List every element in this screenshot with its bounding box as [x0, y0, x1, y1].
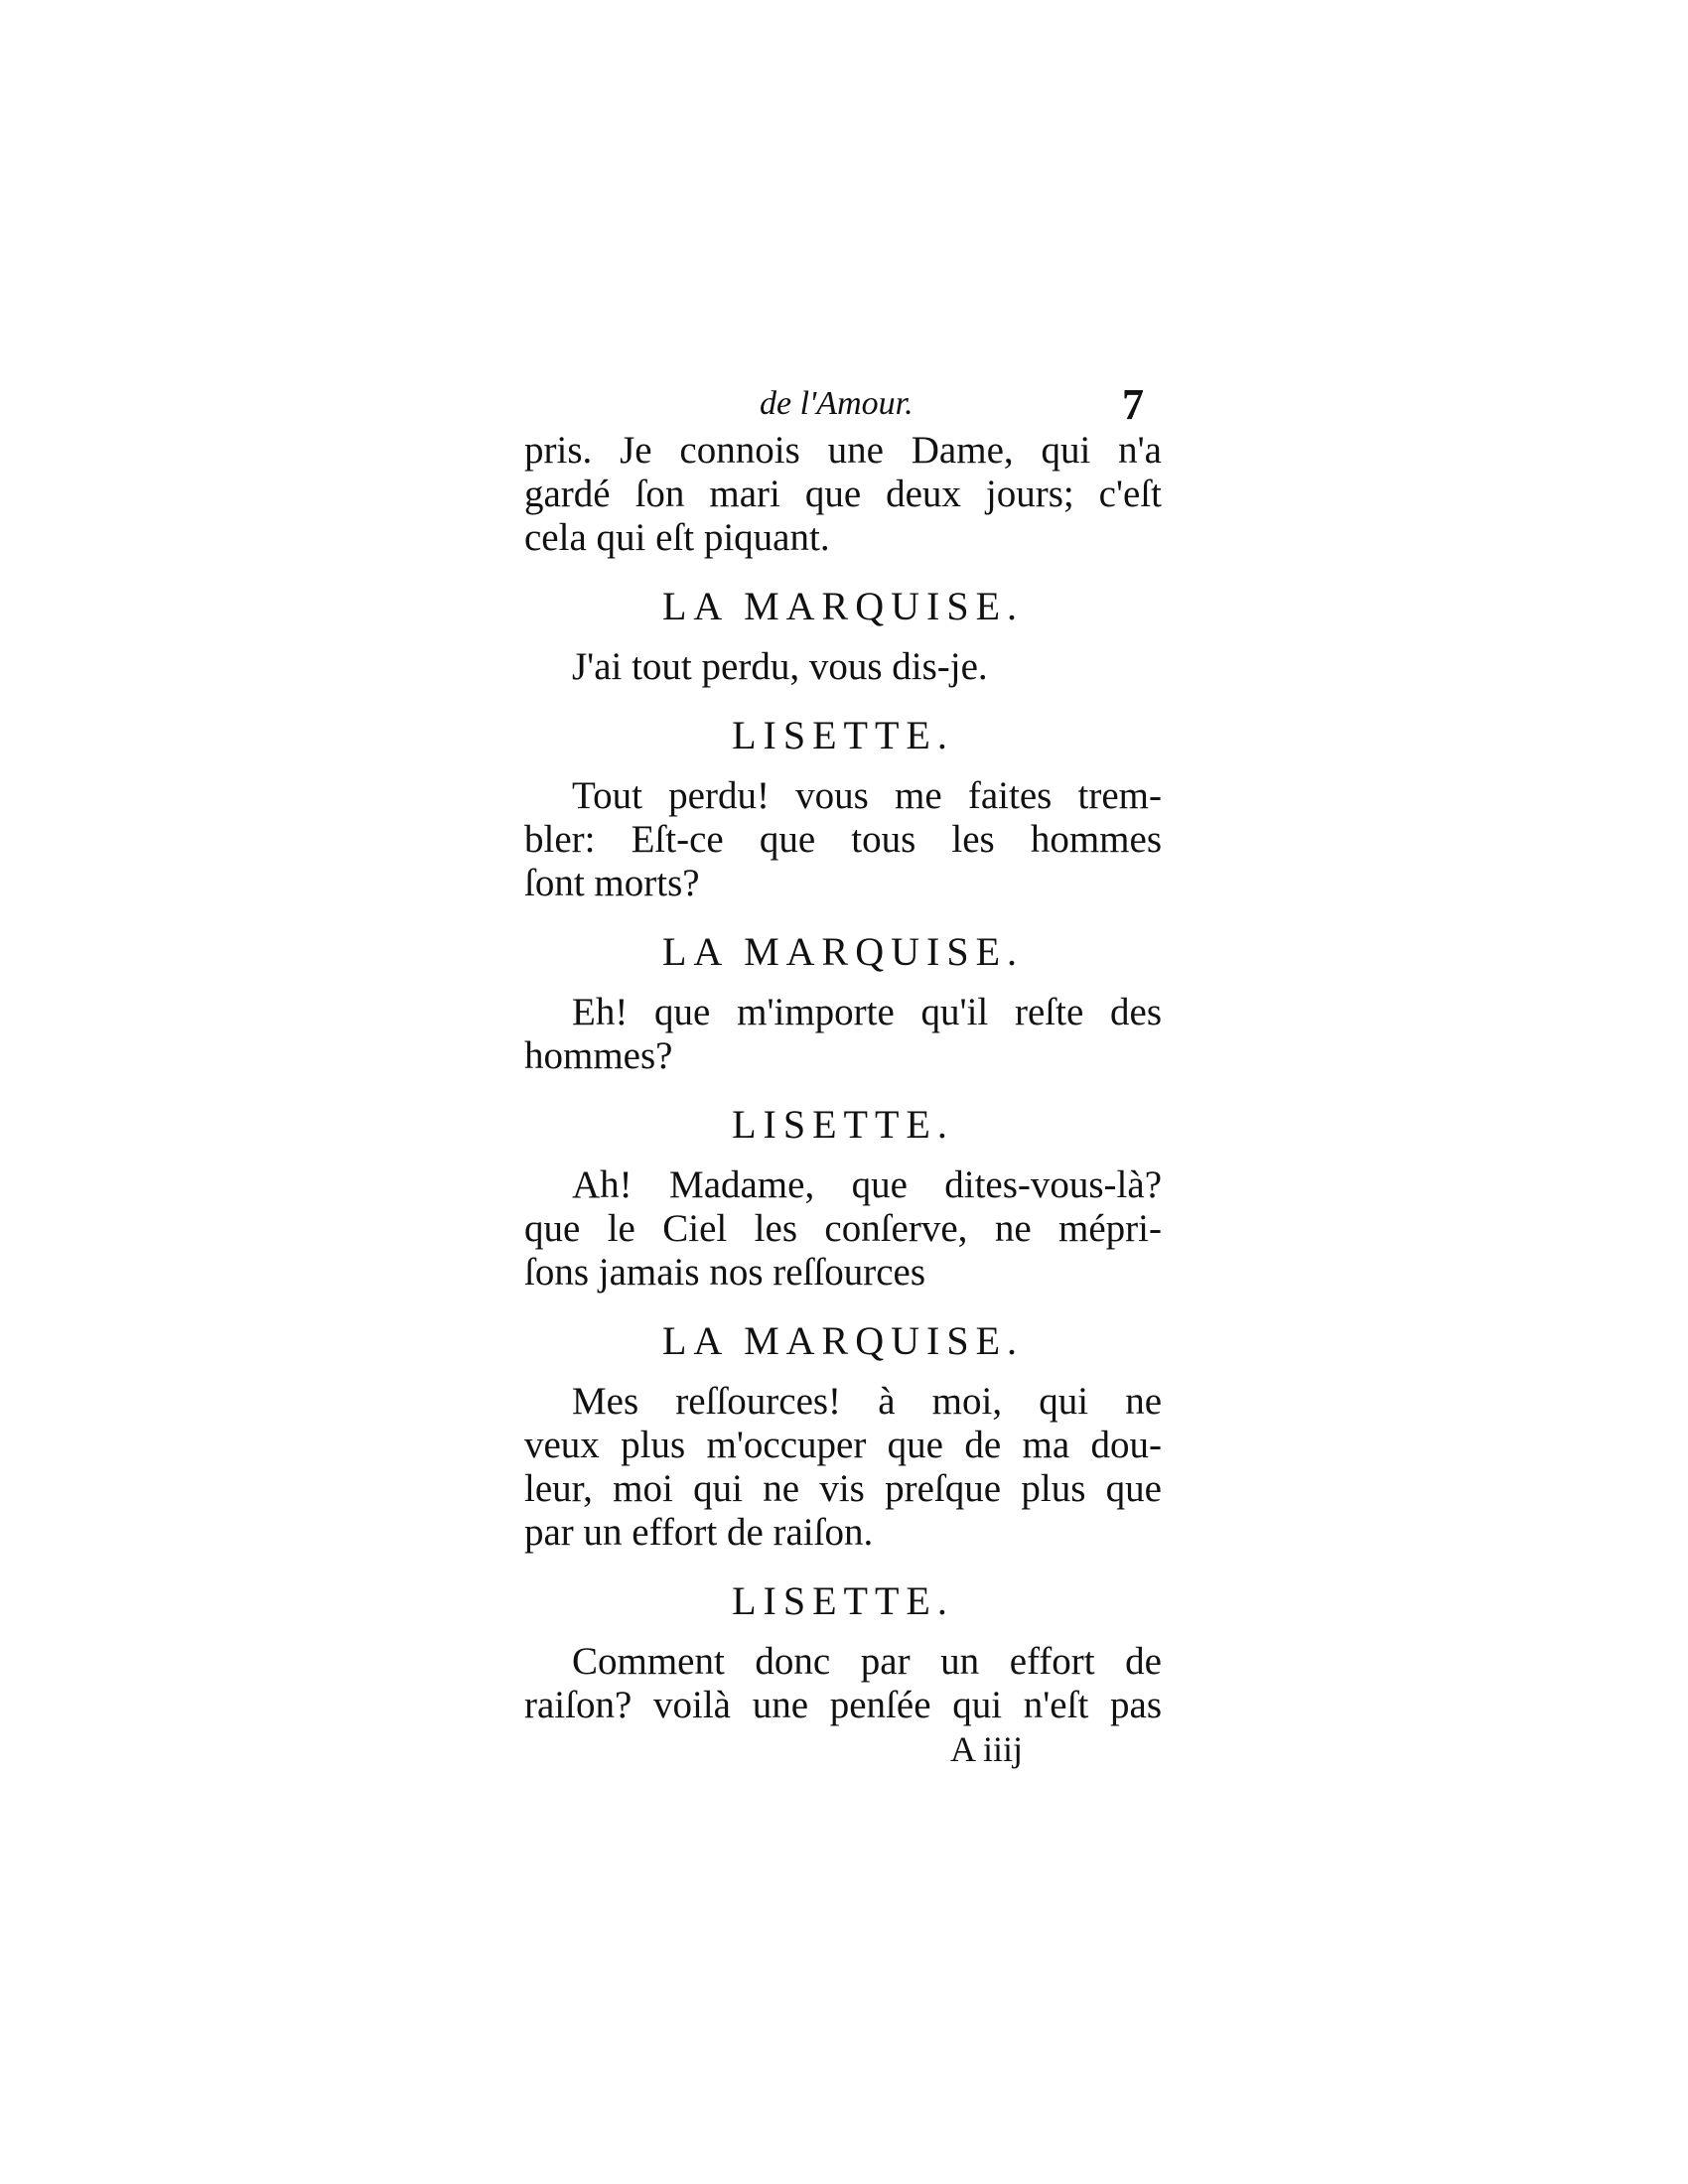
- spacer: [524, 1078, 1162, 1102]
- spacer: [524, 1555, 1162, 1578]
- running-head: [521, 380, 1167, 435]
- spacer: [524, 975, 1162, 991]
- spacer: [524, 1295, 1162, 1318]
- text-line: ſont morts?: [524, 862, 700, 904]
- speaker-heading: LA MARQUISE.: [661, 929, 1025, 974]
- text-line: veux plus m'occuper que de ma dou-: [524, 1424, 1162, 1466]
- text-line: cela qui eſt piquant.: [524, 516, 830, 559]
- speaker-heading: LA MARQUISE.: [661, 584, 1025, 628]
- spacer: [524, 629, 1162, 645]
- text-line: Ah! Madame, que dites-vous-là?: [572, 1163, 1162, 1206]
- running-title: de l'Amour.: [760, 385, 914, 422]
- text-line: Mes reſſources! à moi, qui ne: [572, 1380, 1162, 1423]
- spacer: [524, 689, 1162, 713]
- spacer: [524, 1624, 1162, 1640]
- signature-mark: A iiij: [950, 1729, 1024, 1769]
- speaker-heading: LA MARQUISE.: [661, 1318, 1025, 1363]
- text-block: [524, 429, 1162, 1727]
- spacer: [524, 758, 1162, 774]
- text-line: par un effort de raiſon.: [524, 1511, 874, 1554]
- text-line: bler: Eſt-ce que tous les hommes: [524, 818, 1162, 861]
- text-line: Eh! que m'importe qu'il reſte des: [572, 991, 1162, 1033]
- speaker-heading: LISETTE.: [732, 1578, 954, 1623]
- spacer: [524, 1364, 1162, 1380]
- spacer: [524, 1148, 1162, 1163]
- speaker-heading: LISETTE.: [732, 713, 954, 757]
- text-line: gardé ſon mari que deux jours; c'eſt: [524, 473, 1162, 515]
- text-line: Tout perdu! vous me faites trem-: [572, 774, 1162, 817]
- spacer: [524, 905, 1162, 929]
- text-line: J'ai tout perdu, vous dis-je.: [572, 645, 988, 688]
- text-line: que le Ciel les conſerve, ne mépri-: [524, 1207, 1162, 1250]
- text-line: Comment donc par un effort de: [572, 1640, 1162, 1683]
- text-line: raiſon? voilà une penſée qui n'eſt pas: [524, 1684, 1162, 1726]
- page-number: 7: [1122, 380, 1144, 429]
- text-line: ſons jamais nos reſſources: [524, 1251, 925, 1294]
- speaker-heading: LISETTE.: [732, 1102, 954, 1147]
- text-line: hommes?: [524, 1034, 673, 1077]
- text-line: leur, moi qui ne vis preſque plus que: [524, 1467, 1162, 1510]
- text-line: pris. Je connois une Dame, qui n'a: [524, 429, 1162, 472]
- spacer: [524, 560, 1162, 584]
